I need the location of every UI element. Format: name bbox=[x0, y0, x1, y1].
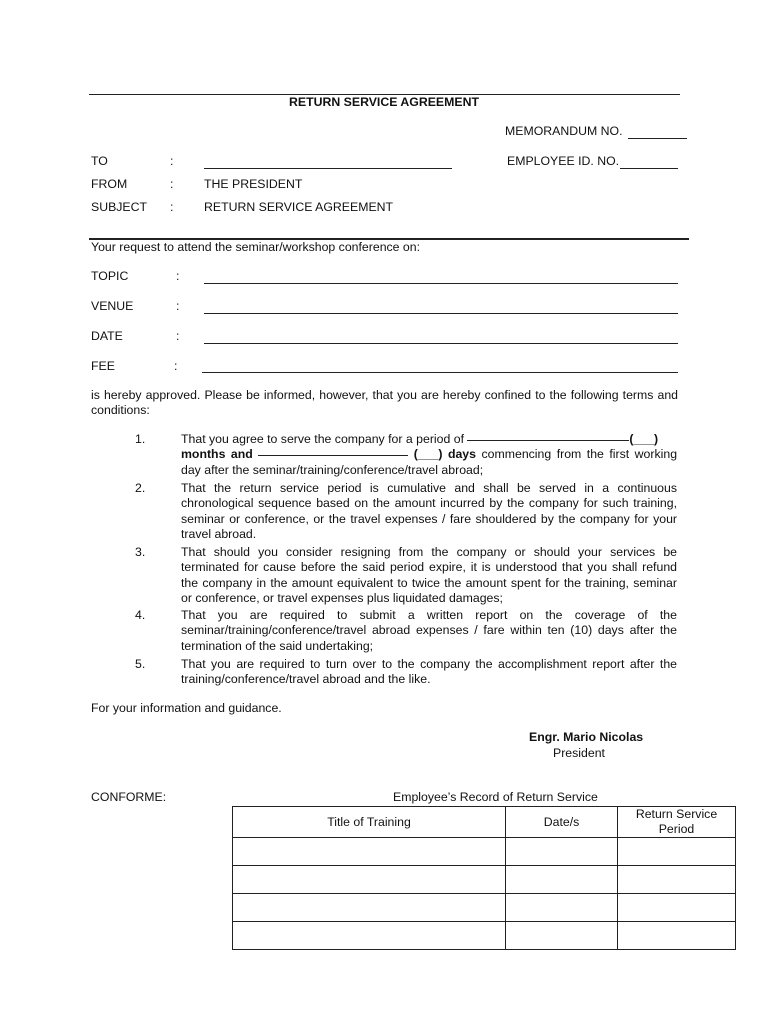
table-cell[interactable] bbox=[233, 838, 506, 866]
table-row bbox=[233, 838, 736, 866]
term-1 bbox=[181, 432, 677, 478]
return-service-record-table bbox=[232, 806, 736, 950]
closing-text: For your information and guidance. bbox=[91, 701, 282, 715]
table-cell[interactable] bbox=[233, 866, 506, 894]
term-1-period-paren: (___) bbox=[629, 432, 659, 446]
signatory-position: President bbox=[553, 746, 605, 760]
from-label: FROM bbox=[91, 177, 128, 191]
term-3: That should you consider resigning from the company or should your services be terminated for cause before the said period expire, it is understood that you shall refund the company in the amount equivalent to twice the amount spent for the training, seminar or conference, or travel expenses plus liquidated damages; bbox=[181, 545, 677, 605]
employee-id-label: EMPLOYEE ID. NO. bbox=[507, 154, 620, 168]
table-cell[interactable] bbox=[506, 866, 618, 894]
table-cell[interactable] bbox=[618, 922, 736, 950]
conforme-label: CONFORME: bbox=[91, 790, 167, 804]
table-cell[interactable] bbox=[618, 894, 736, 922]
subject-value: RETURN SERVICE AGREEMENT bbox=[204, 200, 394, 214]
intro-text: Your request to attend the seminar/workshop conference on: bbox=[91, 240, 421, 254]
to-colon: : bbox=[170, 154, 174, 168]
venue-field[interactable] bbox=[204, 313, 678, 314]
fee-label: FEE bbox=[91, 359, 115, 373]
signatory-name: Engr. Mario Nicolas bbox=[529, 730, 644, 744]
from-colon: : bbox=[170, 177, 174, 191]
term-4: That you are required to submit a written report on the coverage of the seminar/training/conference/travel abroad expenses / fare within ten (10) days after the termination of the said undertaking; bbox=[181, 608, 677, 653]
document-title: RETURN SERVICE AGREEMENT bbox=[289, 95, 479, 109]
header-dates: Date/s bbox=[506, 807, 618, 838]
fee-colon: : bbox=[174, 359, 178, 373]
table-cell[interactable] bbox=[233, 894, 506, 922]
memorandum-no-label: MEMORANDUM NO. bbox=[505, 124, 623, 138]
table-cell[interactable] bbox=[618, 838, 736, 866]
table-cell[interactable] bbox=[233, 922, 506, 950]
term-1-rest: commencing from the first working day after the seminar/training/conference/travel abroad; bbox=[181, 447, 678, 477]
table-row bbox=[233, 894, 736, 922]
subject-label: SUBJECT bbox=[91, 200, 148, 214]
topic-label: TOPIC bbox=[91, 269, 129, 283]
employee-id-field[interactable] bbox=[620, 168, 678, 169]
approval-paragraph: is hereby approved. Please be informed, however, that you are hereby confined to the following terms and conditions: bbox=[91, 388, 678, 418]
to-field[interactable] bbox=[204, 168, 452, 169]
term-2-number: 2. bbox=[135, 481, 146, 495]
fee-field[interactable] bbox=[202, 372, 678, 373]
table-header-row bbox=[233, 807, 736, 838]
topic-colon: : bbox=[176, 269, 180, 283]
table-cell[interactable] bbox=[506, 894, 618, 922]
term-5-number: 5. bbox=[135, 657, 146, 671]
table-row bbox=[233, 866, 736, 894]
from-value: THE PRESIDENT bbox=[204, 177, 303, 191]
memorandum-no-field[interactable] bbox=[628, 138, 687, 139]
record-caption: Employee’s Record of Return Service bbox=[393, 790, 598, 804]
to-label: TO bbox=[91, 154, 108, 168]
subject-colon: : bbox=[170, 200, 174, 214]
date-colon: : bbox=[176, 329, 180, 343]
topic-field[interactable] bbox=[204, 283, 678, 284]
term-1-number: 1. bbox=[135, 432, 146, 446]
term-1-days-field[interactable] bbox=[258, 455, 408, 456]
date-label: DATE bbox=[91, 329, 123, 343]
table-cell[interactable] bbox=[506, 838, 618, 866]
term-1-months-label: months and bbox=[181, 447, 253, 462]
header-title-of-training: Title of Training bbox=[233, 807, 506, 838]
term-1-line1: That you agree to serve the company for a period of bbox=[181, 432, 464, 446]
term-1-days-label: (___) days bbox=[413, 447, 476, 462]
term-4-number: 4. bbox=[135, 608, 146, 622]
term-5: That you are required to turn over to the company the accomplishment report after the training/conference/travel abroad and the like. bbox=[181, 657, 677, 687]
term-3-number: 3. bbox=[135, 545, 146, 559]
venue-label: VENUE bbox=[91, 299, 134, 313]
table-row bbox=[233, 922, 736, 950]
date-field[interactable] bbox=[204, 343, 678, 344]
header-return-service-period: Return Service Period bbox=[618, 807, 736, 838]
term-2: That the return service period is cumulative and shall be served in a continuous chronological sequence based on the amount incurred by the company for such training, seminar or conference, or the travel expenses / fare shouldered by the company for your travel abroad. bbox=[181, 481, 677, 541]
table-cell[interactable] bbox=[618, 866, 736, 894]
term-1-period-field[interactable] bbox=[467, 440, 629, 441]
table-cell[interactable] bbox=[506, 922, 618, 950]
venue-colon: : bbox=[176, 299, 180, 313]
